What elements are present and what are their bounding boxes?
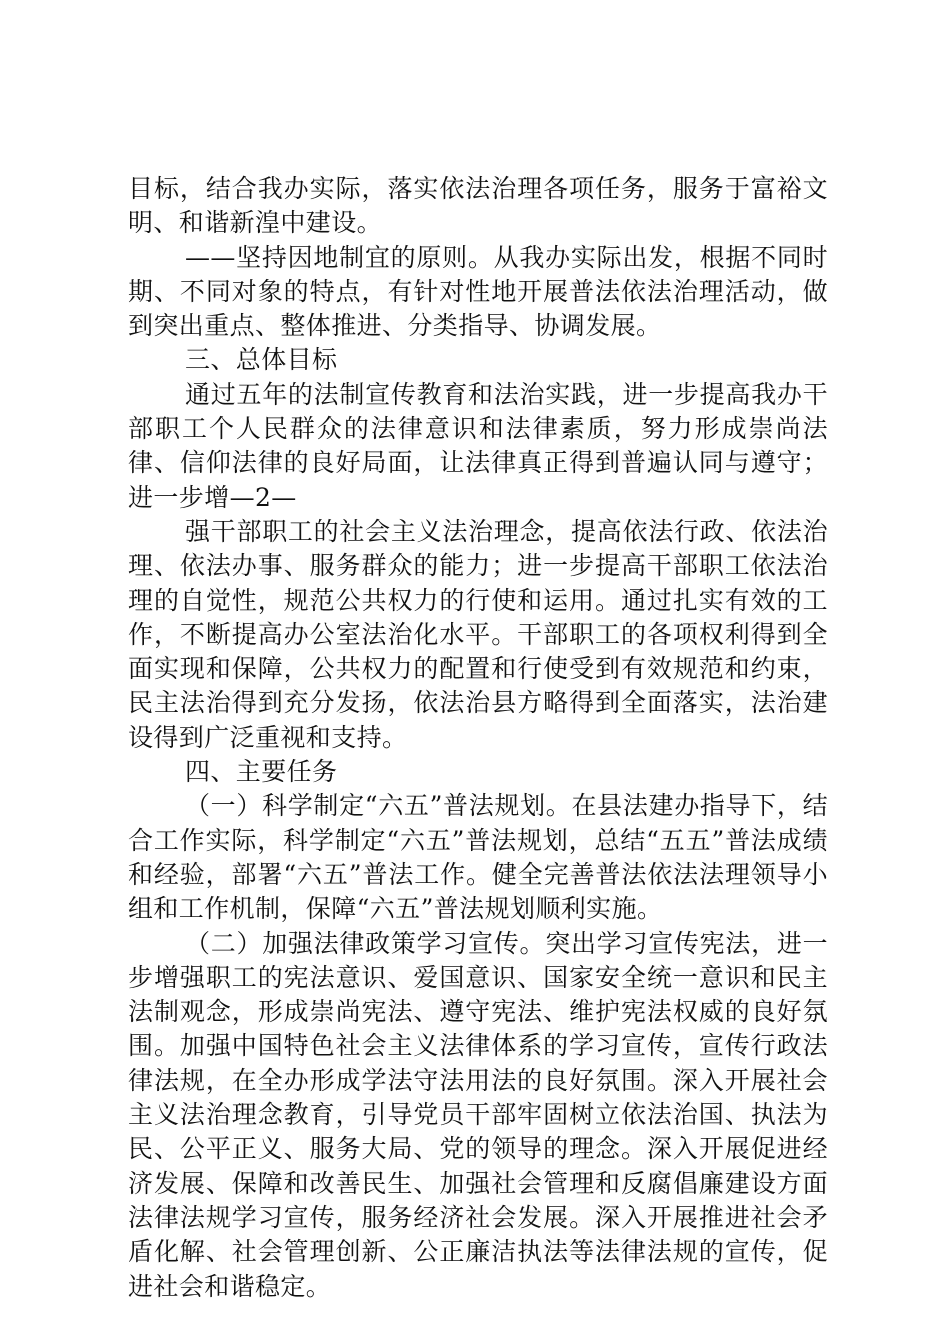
section-heading-main-tasks: 四、主要任务: [185, 757, 338, 787]
paragraph-rule-of-law-concept: 强干部职工的社会主义法治理念，提高依法行政、依法治理、依法办事、服务群众的能力；进一步提高干部职工依法治理的自觉性，规范公共权力的行使和运用。通过扎实有效的工作，不断提高办公室法治化水平。干部职工的各项权利得到全面实现和保障，公共权力的配置和行使受到有效规范和约束，民主法治得到充分发扬，依法治县方略得到全面落实，法治建设得到广泛重视和支持。: [128, 516, 828, 752]
document-body: [128, 172, 828, 1304]
paragraph-task-two: （二）加强法律政策学习宣传。突出学习宣传宪法，进一步增强职工的宪法意识、爱国意识、国家安全统一意识和民主法制观念，形成崇尚宪法、遵守宪法、维护宪法权威的良好氛围。加强中国特色社会主义法律体系的学习宣传，宣传行政法律法规，在全办形成学法守法用法的良好氛围。深入开展社会主义法治理念教育，引导党员干部牢固树立依法治国、执法为民、公平正义、服务大局、党的领导的理念。深入开展促进经济发展、保障和改善民生、加强社会管理和反腐倡廉建设方面法律法规学习宣传，服务经济社会发展。深入开展推进社会矛盾化解、社会管理创新、公正廉洁执法等法律法规的宣传，促进社会和谐稳定。: [128, 928, 828, 1301]
paragraph-principle-local: ——坚持因地制宜的原则。从我办实际出发，根据不同时期、不同对象的特点，有针对性地开展普法依法治理活动，做到突出重点、整体推进、分类指导、协调发展。: [128, 242, 828, 341]
paragraph-task-one: （一）科学制定“六五”普法规划。在县法建办指导下，结合工作实际，科学制定“六五”普法规划，总结“五五”普法成绩和经验，部署“六五”普法工作。健全完善普法依法法理领导小组和工作机制，保障“六五”普法规划顺利实施。: [128, 791, 828, 924]
section-heading-overall-goal: 三、总体目标: [185, 345, 338, 375]
paragraph-overall-goal: 通过五年的法制宣传教育和法治实践，进一步提高我办干部职工个人民群众的法律意识和法律素质，努力形成崇尚法律、信仰法律的良好局面，让法律真正得到普遍认同与遵守；进一步增—2—: [128, 379, 828, 512]
paragraph-continued-goal: 目标，结合我办实际，落实依法治理各项任务，服务于富裕文明、和谐新湟中建设。: [128, 174, 828, 238]
